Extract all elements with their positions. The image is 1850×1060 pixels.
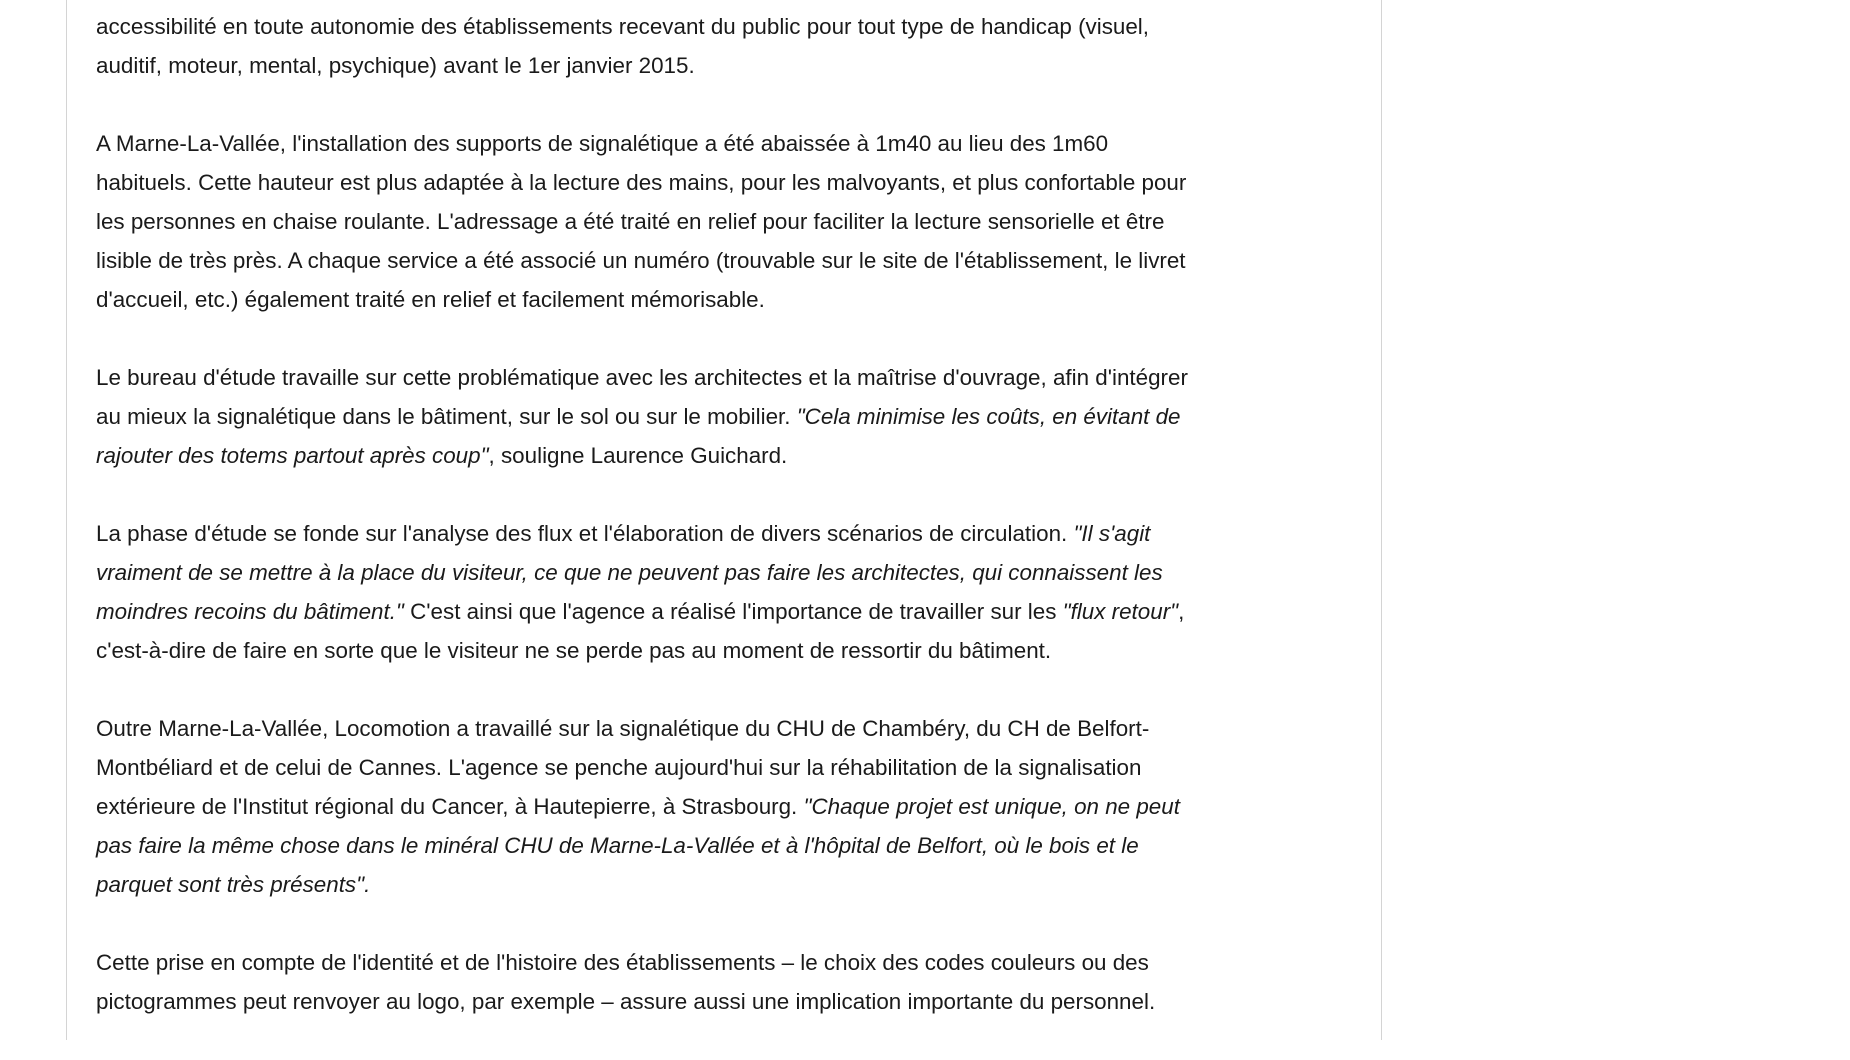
text-line bbox=[96, 982, 1386, 1021]
text-line bbox=[96, 397, 1386, 436]
text-line bbox=[96, 163, 1386, 202]
quote-text: pas faire la même chose dans le minéral CHU de Marne-La-Vallée et à l'hôpital de Belfort, où le bois et le bbox=[96, 833, 1139, 858]
quote-text: "Chaque projet est unique, on ne peut bbox=[803, 794, 1180, 819]
text-line bbox=[96, 826, 1386, 865]
article-body bbox=[96, 7, 1386, 1060]
body-text: auditif, moteur, mental, psychique) avant le 1er janvier 2015. bbox=[96, 53, 695, 78]
body-text: les personnes en chaise roulante. L'adressage a été traité en relief pour faciliter la lecture sensorielle et être bbox=[96, 209, 1165, 234]
body-text: lisible de très près. A chaque service a été associé un numéro (trouvable sur le site de l'établissement, le livret bbox=[96, 248, 1186, 273]
body-text: C'est ainsi que l'agence a réalisé l'importance de travailler sur les bbox=[403, 599, 1063, 624]
text-line bbox=[96, 436, 1386, 475]
quote-text: "Il s'agit bbox=[1073, 521, 1151, 546]
text-line bbox=[96, 202, 1386, 241]
text-line bbox=[96, 7, 1386, 46]
quote-text: "flux retour" bbox=[1062, 599, 1179, 624]
body-text: d'accueil, etc.) également traité en relief et facilement mémorisable. bbox=[96, 287, 765, 312]
article-paragraph bbox=[96, 514, 1386, 670]
body-text: Montbéliard et de celui de Cannes. L'agence se penche aujourd'hui sur la réhabilitation de la signalisation bbox=[96, 755, 1142, 780]
article-paragraph bbox=[96, 709, 1386, 904]
text-line bbox=[96, 865, 1386, 904]
text-line bbox=[96, 709, 1386, 748]
body-text: accessibilité en toute autonomie des établissements recevant du public pour tout type de handicap (visuel, bbox=[96, 14, 1149, 39]
quote-text: parquet sont très présents". bbox=[96, 872, 371, 897]
body-text: La phase d'étude se fonde sur l'analyse des flux et l'élaboration de divers scénarios de circulation. bbox=[96, 521, 1074, 546]
quote-text: rajouter des totems partout après coup" bbox=[96, 443, 489, 468]
text-line bbox=[96, 46, 1386, 85]
quote-text: moindres recoins du bâtiment." bbox=[96, 599, 404, 624]
text-line bbox=[96, 943, 1386, 982]
text-line bbox=[96, 124, 1386, 163]
text-line bbox=[96, 514, 1386, 553]
text-line bbox=[96, 787, 1386, 826]
body-text: c'est-à-dire de faire en sorte que le visiteur ne se perde pas au moment de ressortir du bâtiment. bbox=[96, 638, 1052, 663]
text-line bbox=[96, 631, 1386, 670]
body-text: , souligne Laurence Guichard. bbox=[488, 443, 788, 468]
article-paragraph bbox=[96, 124, 1386, 319]
body-text: au mieux la signalétique dans le bâtiment, sur le sol ou sur le mobilier. bbox=[96, 404, 797, 429]
body-text: Outre Marne-La-Vallée, Locomotion a travaillé sur la signalétique du CHU de Chambéry, du CH de Belfort- bbox=[96, 716, 1150, 741]
text-line bbox=[96, 748, 1386, 787]
quote-text: "Cela minimise les coûts, en évitant de bbox=[796, 404, 1181, 429]
text-line bbox=[96, 592, 1386, 631]
article-paragraph bbox=[96, 7, 1386, 85]
body-text: Le bureau d'étude travaille sur cette problématique avec les architectes et la maîtrise d'ouvrage, afin d'intégrer bbox=[96, 365, 1188, 390]
text-line bbox=[96, 553, 1386, 592]
body-text: Cette prise en compte de l'identité et de l'histoire des établissements – le choix des codes couleurs ou des bbox=[96, 950, 1149, 975]
text-line bbox=[96, 358, 1386, 397]
body-text: A Marne-La-Vallée, l'installation des supports de signalétique a été abaissée à 1m40 au lieu des 1m60 bbox=[96, 131, 1109, 156]
body-text: , bbox=[1178, 599, 1185, 624]
body-text: habituels. Cette hauteur est plus adaptée à la lecture des mains, pour les malvoyants, et plus confortable pour bbox=[96, 170, 1187, 195]
text-line bbox=[96, 280, 1386, 319]
body-text: extérieure de l'Institut régional du Cancer, à Hautepierre, à Strasbourg. bbox=[96, 794, 804, 819]
quote-text: vraiment de se mettre à la place du visiteur, ce que ne peuvent pas faire les architectes, qui connaissent les bbox=[96, 560, 1163, 585]
article-paragraph bbox=[96, 358, 1386, 475]
body-text: pictogrammes peut renvoyer au logo, par exemple – assure aussi une implication importante du personnel. bbox=[96, 989, 1156, 1014]
text-line bbox=[96, 241, 1386, 280]
article-paragraph bbox=[96, 943, 1386, 1021]
